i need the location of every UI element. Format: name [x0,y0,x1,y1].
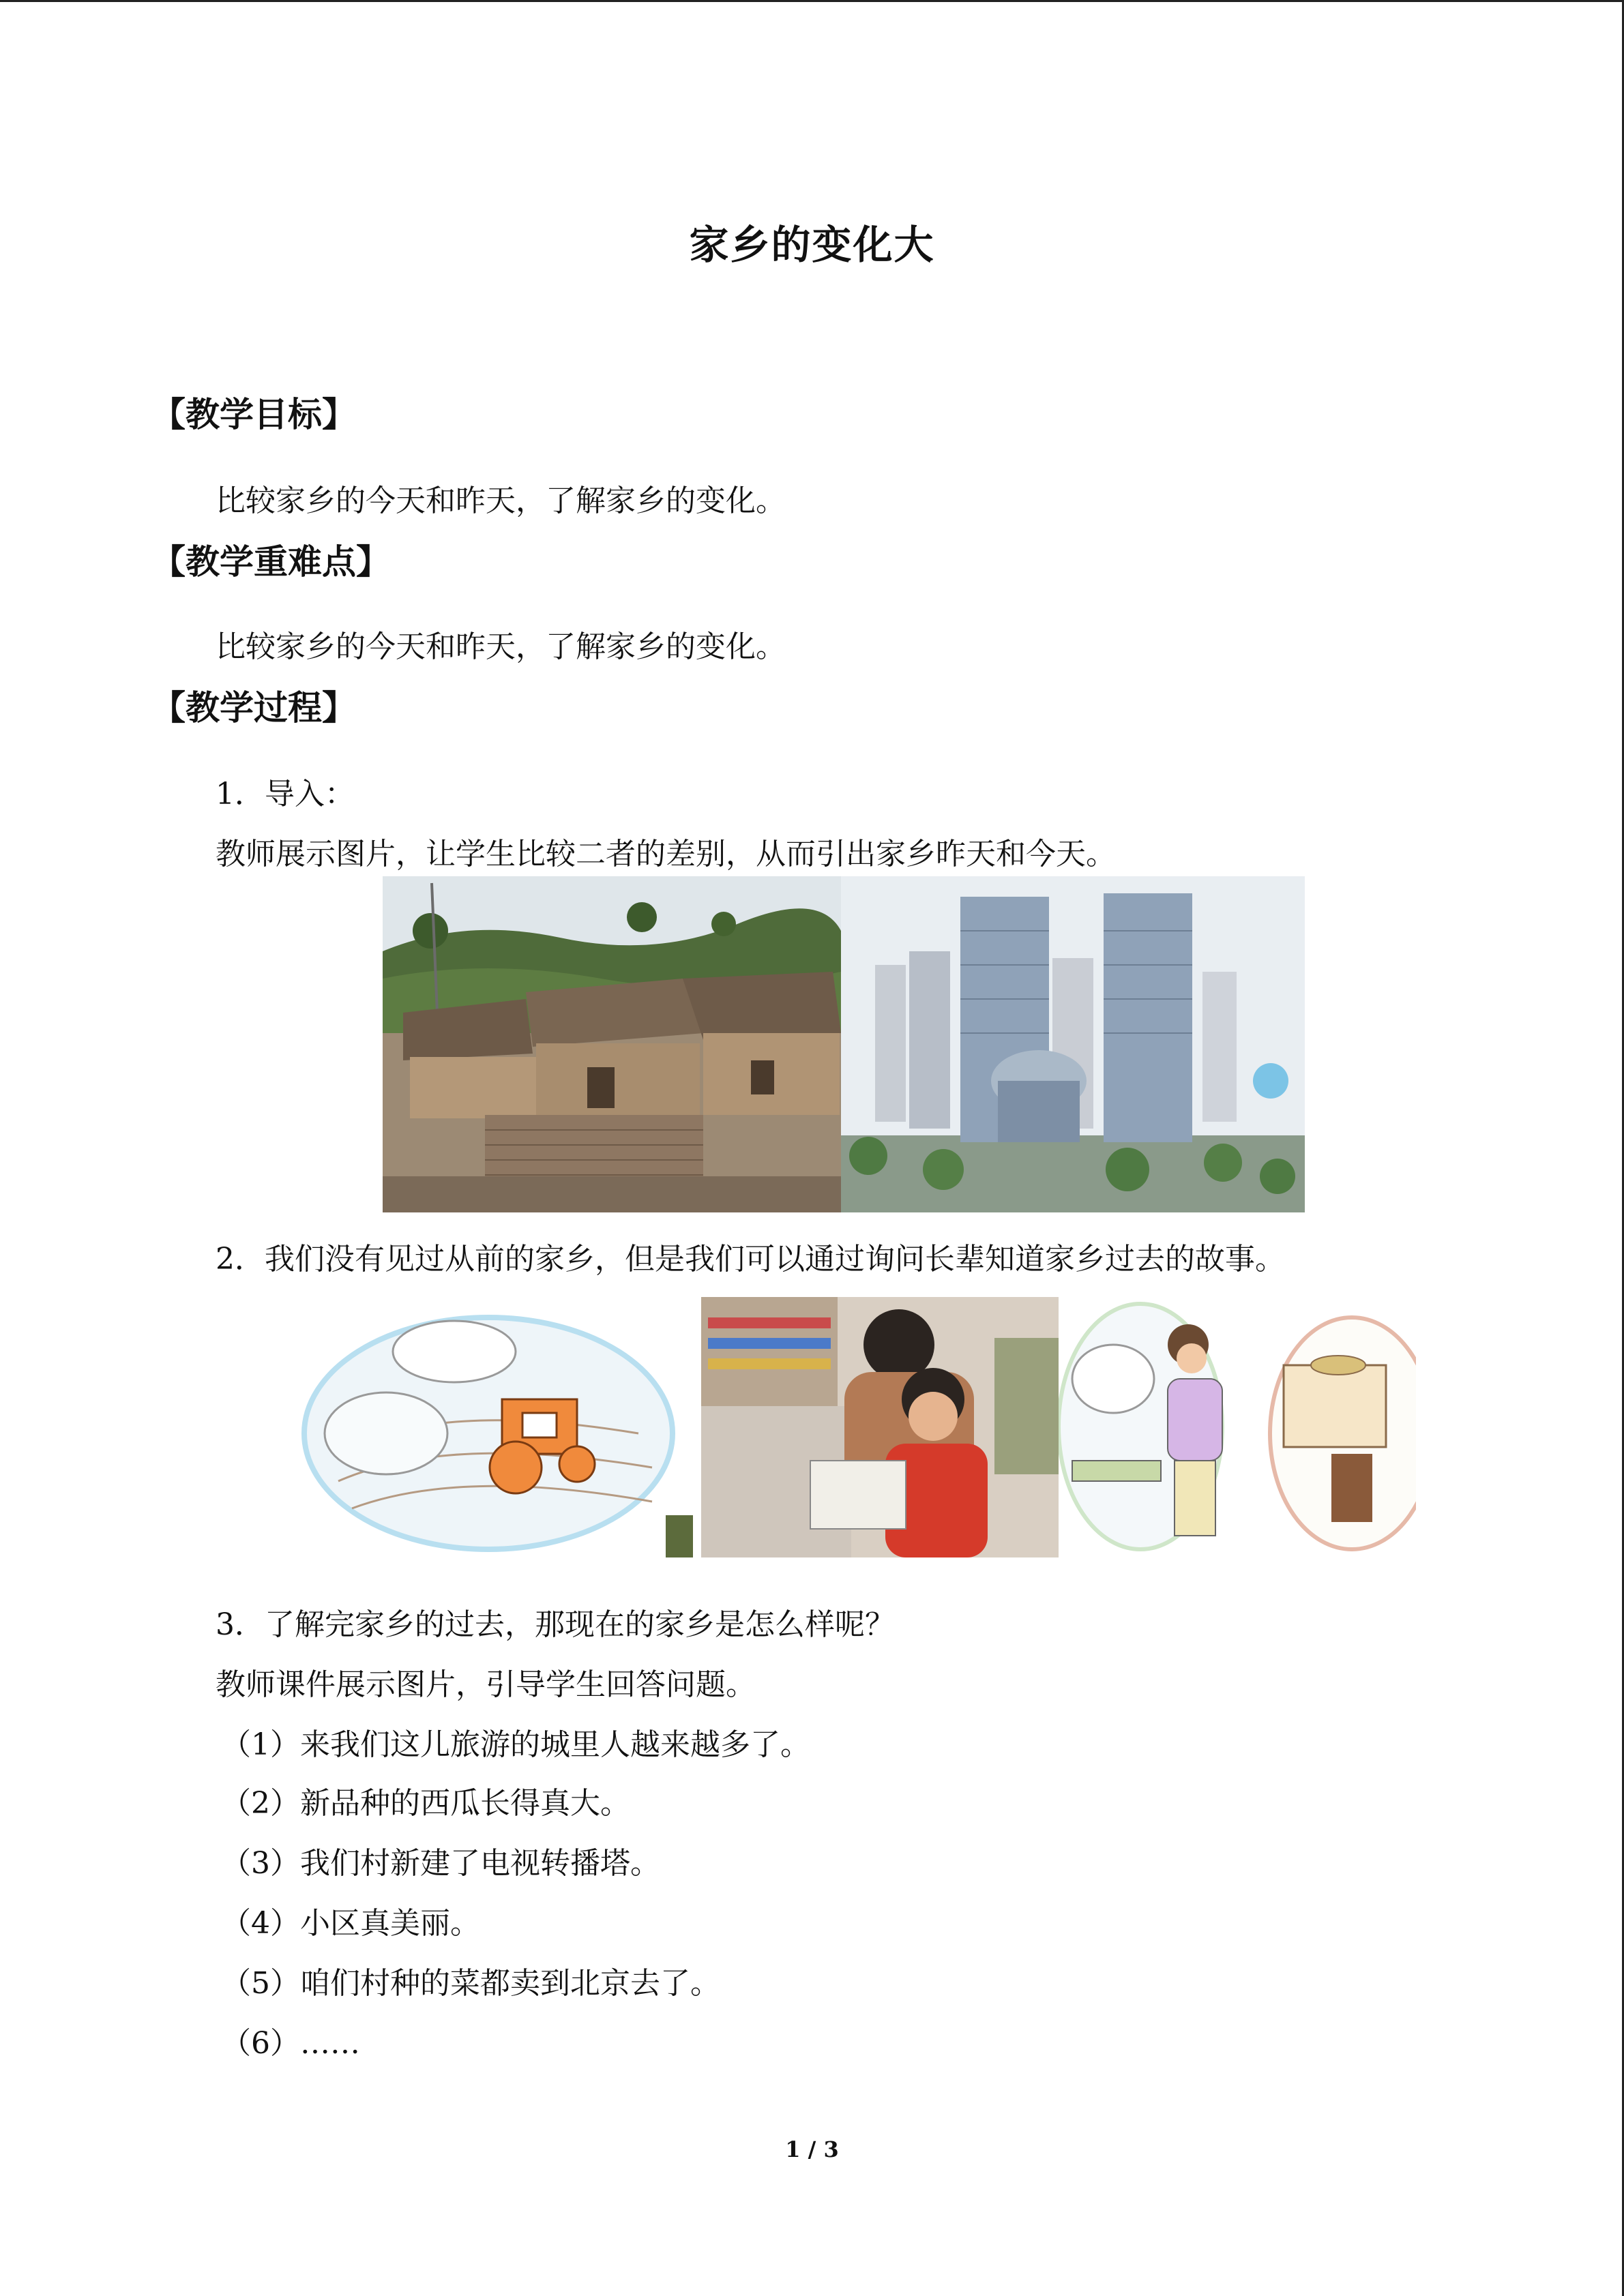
grandmother-reading-photo [701,1297,1059,1557]
step3-title: 3．了解完家乡的过去，那现在的家乡是怎么样呢？ [216,1607,895,1642]
section-heading-goal: 【教学目标】 [151,395,356,434]
kitchen-illustration [1059,1297,1416,1557]
list-item-1: （1）来我们这儿旅游的城里人越来越多了。 [221,1727,810,1762]
list-item-4: （4）小区真美丽。 [221,1906,480,1941]
farming-illustration [297,1297,693,1557]
list-item-2: （2）新品种的西瓜长得真大。 [221,1786,630,1821]
step3-text: 教师课件展示图片，引导学生回答问题。 [216,1667,756,1702]
section-heading-process: 【教学过程】 [151,688,356,728]
step2-text: 2．我们没有见过从前的家乡，但是我们可以通过询问长辈知道家乡过去的故事。 [216,1242,1285,1277]
list-item-6: （6）…… [221,2026,360,2061]
list-item-5: （5）咱们村种的菜都卖到北京去了。 [221,1966,720,2001]
old-village-photo [383,876,841,1212]
list-item-3: （3）我们村新建了电视转播塔。 [221,1846,660,1881]
key-points-text: 比较家乡的今天和昨天，了解家乡的变化。 [216,629,786,664]
step1-title: 1．导入： [216,777,355,811]
goal-text: 比较家乡的今天和昨天，了解家乡的变化。 [216,483,786,518]
modern-city-photo [841,876,1305,1212]
step1-text: 教师展示图片，让学生比较二者的差别，从而引出家乡昨天和今天。 [216,837,1116,871]
page-number: 1 / 3 [785,2136,839,2162]
page-title: 家乡的变化大 [689,222,935,268]
section-heading-key-points: 【教学重难点】 [151,542,390,582]
